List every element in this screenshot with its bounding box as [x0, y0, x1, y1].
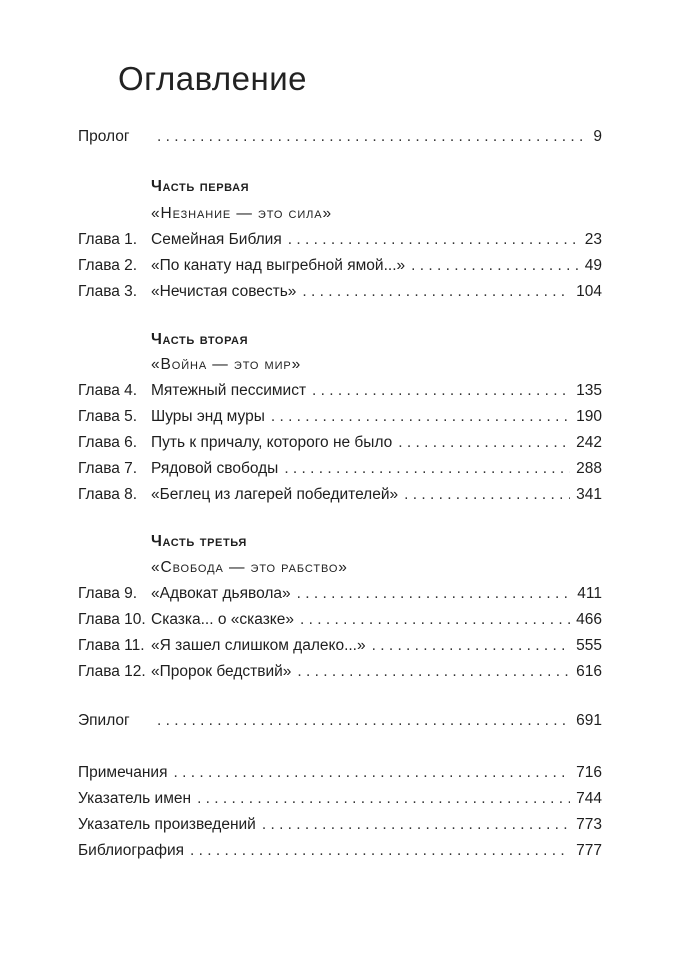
chapter-title: «Адвокат дьявола» [151, 585, 291, 602]
page-number: 9 [593, 128, 602, 145]
toc-entry-epilogue[interactable] [78, 712, 602, 736]
leader-dots [271, 408, 570, 426]
chapter-label: Глава 7. [78, 460, 138, 477]
part-subtitle: «Незнание — это сила» [151, 205, 333, 222]
chapter-label: Глава 4. [78, 382, 138, 399]
page-number: 23 [584, 231, 602, 248]
chapter-label: Глава 3. [78, 283, 138, 300]
chapter-label: Глава 2. [78, 257, 138, 274]
entry-label: Эпилог [78, 712, 130, 729]
chapter-label: Глава 10. [78, 611, 146, 628]
chapter-label: Глава 9. [78, 585, 138, 602]
chapter-title: «Я зашел слишком далеко...» [151, 637, 366, 654]
leader-dots [297, 585, 572, 603]
leader-dots [300, 611, 570, 629]
chapter-title: «Пророк бедствий» [151, 663, 292, 680]
leader-dots [372, 637, 571, 655]
chapter-title: Сказка... о «сказке» [151, 611, 295, 628]
part-subtitle: «Война — это мир» [151, 356, 302, 373]
page-number: 616 [576, 663, 602, 680]
chapter-title: Семейная Библия [151, 231, 282, 248]
chapter-label: Глава 12. [78, 663, 146, 680]
leader-dots [284, 460, 570, 478]
toc-entry-chapter[interactable] [78, 486, 602, 510]
toc-entry-back-matter[interactable] [78, 816, 602, 840]
toc-entry-back-matter[interactable] [78, 764, 602, 788]
toc-entry-chapter[interactable] [78, 382, 602, 406]
leader-dots [297, 663, 570, 681]
page-number: 777 [576, 842, 602, 859]
chapter-title: Мятежный пессимист [151, 382, 307, 399]
leader-dots [157, 712, 570, 730]
chapter-label: Глава 11. [78, 637, 145, 654]
toc-entry-chapter[interactable] [78, 663, 602, 687]
leader-dots [174, 764, 571, 782]
part-heading: Часть первая [151, 178, 250, 195]
leader-dots [404, 486, 570, 504]
toc-entry-chapter[interactable] [78, 257, 602, 281]
chapter-title: «По канату над выгребной ямой...» [151, 257, 406, 274]
page-number: 466 [576, 611, 602, 628]
toc-entry-chapter[interactable] [78, 637, 602, 661]
page-title: Оглавление [118, 60, 307, 97]
page-number: 242 [576, 434, 602, 451]
toc-entry-chapter[interactable] [78, 611, 602, 635]
chapter-title: Путь к причалу, которого не было [151, 434, 393, 451]
page-number: 104 [576, 283, 602, 300]
leader-dots [398, 434, 570, 452]
chapter-label: Глава 6. [78, 434, 138, 451]
toc-entry-chapter[interactable] [78, 231, 602, 255]
chapter-title: Рядовой свободы [151, 460, 279, 477]
chapter-label: Глава 5. [78, 408, 138, 425]
toc-entry-chapter[interactable] [78, 434, 602, 458]
leader-dots [302, 283, 570, 301]
toc-entry-chapter[interactable] [78, 283, 602, 307]
entry-title: Указатель произведений [78, 816, 256, 833]
toc-entry-chapter[interactable] [78, 460, 602, 484]
toc-entry-back-matter[interactable] [78, 842, 602, 866]
toc-entry-chapter[interactable] [78, 408, 602, 432]
page-number: 341 [576, 486, 602, 503]
page-number: 555 [576, 637, 602, 654]
page-number: 716 [576, 764, 602, 781]
part-heading: Часть вторая [151, 331, 249, 348]
page-number: 49 [584, 257, 602, 274]
leader-dots [312, 382, 570, 400]
entry-label: Пролог [78, 128, 130, 145]
toc-entry-chapter[interactable] [78, 585, 602, 609]
part-heading: Часть третья [151, 533, 247, 550]
chapter-title: «Нечистая совесть» [151, 283, 297, 300]
leader-dots [262, 816, 570, 834]
page-number: 411 [577, 585, 602, 602]
page-number: 773 [576, 816, 602, 833]
page-number: 288 [576, 460, 602, 477]
chapter-title: «Беглец из лагерей победителей» [151, 486, 399, 503]
page-number: 744 [576, 790, 602, 807]
leader-dots [411, 257, 579, 275]
page-number: 190 [576, 408, 602, 425]
leader-dots [197, 790, 570, 808]
leader-dots [190, 842, 570, 860]
entry-title: Библиография [78, 842, 185, 859]
leader-dots [157, 128, 587, 146]
toc-entry-prologue[interactable] [78, 128, 602, 152]
chapter-title: Шуры энд муры [151, 408, 265, 425]
chapter-label: Глава 8. [78, 486, 138, 503]
entry-title: Примечания [78, 764, 168, 781]
leader-dots [288, 231, 579, 249]
entry-title: Указатель имен [78, 790, 192, 807]
toc-entry-back-matter[interactable] [78, 790, 602, 814]
page-number: 691 [576, 712, 602, 729]
page-number: 135 [576, 382, 602, 399]
chapter-label: Глава 1. [78, 231, 138, 248]
part-subtitle: «Свобода — это рабство» [151, 559, 348, 576]
